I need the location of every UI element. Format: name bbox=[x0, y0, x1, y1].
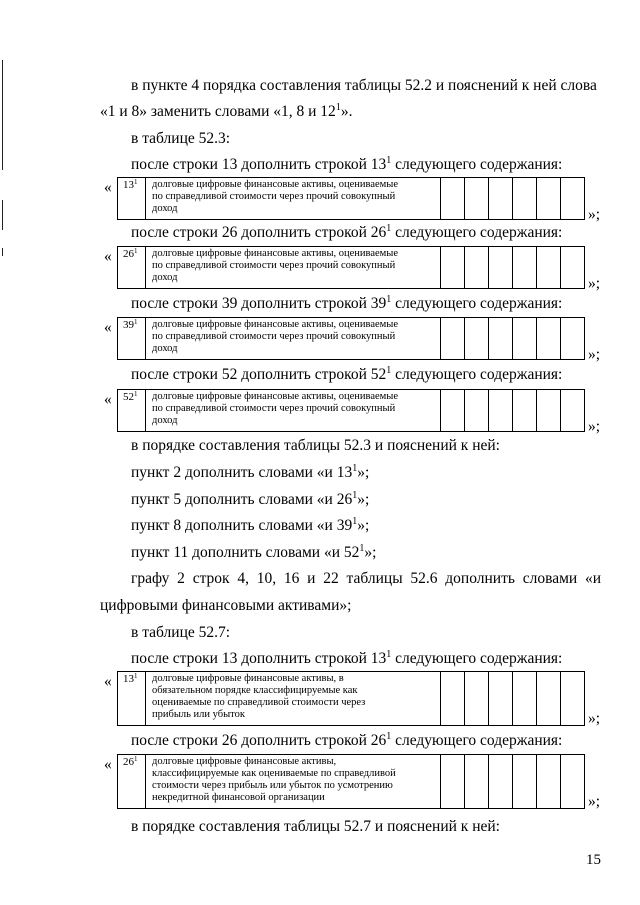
superscript: 1 bbox=[335, 102, 341, 113]
superscript: 1 bbox=[386, 155, 392, 166]
row-description-cell: долговые цифровые финансовые активы, оцениваемые по справедливой стоимости через прочий совокупный доход bbox=[146, 318, 441, 360]
paragraph-line: в пункте 4 порядка составления таблицы 52.2 и пояснений к ней слова bbox=[131, 77, 597, 94]
paragraph-line bbox=[100, 103, 352, 121]
quote-close: »; bbox=[588, 275, 601, 292]
empty-cell bbox=[561, 318, 585, 360]
text: после строки 26 дополнить строкой 26 bbox=[131, 732, 387, 749]
empty-cell bbox=[537, 390, 561, 432]
superscript: 1 bbox=[359, 543, 365, 554]
margin-mark bbox=[2, 60, 3, 170]
page-number: 15 bbox=[586, 852, 601, 868]
text: следующего содержания: bbox=[391, 650, 563, 667]
superscript: 1 bbox=[352, 490, 358, 501]
empty-cell bbox=[513, 672, 537, 726]
text: »; bbox=[357, 491, 370, 508]
paragraph-line bbox=[131, 517, 369, 535]
empty-cell bbox=[561, 390, 585, 432]
paragraph-line bbox=[131, 544, 376, 562]
quote-close: »; bbox=[588, 206, 601, 223]
inserted-row bbox=[0, 671, 640, 727]
superscript: 1 bbox=[352, 516, 358, 527]
paragraph-line: цифровыми финансовыми активами»; bbox=[100, 597, 352, 614]
table-row bbox=[117, 754, 585, 809]
quote-close: »; bbox=[588, 710, 601, 727]
superscript: 1 bbox=[386, 223, 392, 234]
text: после строки 52 дополнить строкой 52 bbox=[131, 366, 387, 383]
empty-cell bbox=[513, 755, 537, 809]
text: пункт 8 дополнить словами «и 39 bbox=[131, 517, 353, 534]
quote-open: « bbox=[104, 248, 112, 265]
text: следующего содержания: bbox=[391, 156, 563, 173]
text: пункт 2 дополнить словами «и 13 bbox=[131, 464, 353, 481]
row-description-cell: долговые цифровые финансовые активы, в обязательном порядке классифицируемые как оцениваемые по справедливой стоимости через прибыль или убыток bbox=[146, 672, 441, 726]
empty-cell bbox=[489, 247, 513, 289]
text: пункт 5 дополнить словами «и 26 bbox=[131, 491, 353, 508]
empty-cell bbox=[465, 755, 489, 809]
paragraph-line bbox=[131, 732, 562, 750]
empty-cell bbox=[489, 178, 513, 220]
superscript: 1 bbox=[386, 649, 392, 660]
quote-open: « bbox=[104, 179, 112, 196]
text: следующего содержания: bbox=[391, 366, 563, 383]
row-number-cell: $52^1$ bbox=[118, 390, 146, 432]
empty-cell bbox=[441, 178, 465, 220]
empty-cell bbox=[441, 318, 465, 360]
table-row bbox=[117, 246, 585, 289]
paragraph-line bbox=[131, 366, 562, 384]
table-row bbox=[117, 671, 585, 726]
superscript: 1 bbox=[352, 463, 358, 474]
empty-cell bbox=[537, 755, 561, 809]
empty-cell bbox=[441, 247, 465, 289]
inserted-row bbox=[0, 246, 640, 290]
empty-cell bbox=[537, 178, 561, 220]
row-number-cell: $13^1$ bbox=[118, 672, 146, 726]
superscript: 1 bbox=[386, 731, 392, 742]
row-description-cell: долговые цифровые финансовые активы, оцениваемые по справедливой стоимости через прочий совокупный доход bbox=[146, 178, 441, 220]
empty-cell bbox=[513, 390, 537, 432]
quote-open: « bbox=[104, 391, 112, 408]
text: после строки 39 дополнить строкой 39 bbox=[131, 295, 387, 312]
text: »; bbox=[357, 517, 370, 534]
paragraph-line: графу 2 строк 4, 10, 16 и 22 таблицы 52.6 дополнить словами «и bbox=[131, 570, 601, 587]
empty-cell bbox=[561, 755, 585, 809]
empty-cell bbox=[537, 247, 561, 289]
paragraph-line: в таблице 52.3: bbox=[131, 130, 231, 147]
paragraph-line bbox=[131, 224, 562, 242]
text: следующего содержания: bbox=[391, 732, 563, 749]
paragraph-line bbox=[131, 650, 562, 668]
paragraph-line: в порядке составления таблицы 52.3 и пояснений к ней: bbox=[131, 437, 500, 454]
empty-cell bbox=[489, 755, 513, 809]
inserted-row bbox=[0, 317, 640, 361]
quote-close: »; bbox=[588, 418, 601, 435]
paragraph-line bbox=[131, 156, 562, 174]
row-number-cell: $26^1$ bbox=[118, 755, 146, 809]
paragraph-line: в таблице 52.7: bbox=[131, 624, 231, 641]
text: «1 и 8» заменить словами «1, 8 и 12 bbox=[100, 103, 336, 120]
text: после строки 13 дополнить строкой 13 bbox=[131, 156, 387, 173]
text: ». bbox=[340, 103, 353, 120]
row-description-cell: долговые цифровые финансовые активы, классифицируемые как оцениваемые по справедливой стоимости через прибыль или убыток по усмотрению некредитной финансовой организации bbox=[146, 755, 441, 809]
superscript: 1 bbox=[386, 294, 392, 305]
empty-cell bbox=[465, 247, 489, 289]
row-number-cell: $39^1$ bbox=[118, 318, 146, 360]
text: после строки 26 дополнить строкой 26 bbox=[131, 224, 387, 241]
empty-cell bbox=[513, 178, 537, 220]
text: »; bbox=[357, 464, 370, 481]
table-row bbox=[117, 177, 585, 220]
paragraph-line bbox=[131, 464, 369, 482]
quote-close: »; bbox=[588, 793, 601, 810]
empty-cell bbox=[489, 672, 513, 726]
text: следующего содержания: bbox=[391, 224, 563, 241]
empty-cell bbox=[441, 672, 465, 726]
row-description-cell: долговые цифровые финансовые активы, оцениваемые по справедливой стоимости через прочий совокупный доход bbox=[146, 390, 441, 432]
empty-cell bbox=[537, 318, 561, 360]
superscript: 1 bbox=[386, 365, 392, 376]
empty-cell bbox=[489, 318, 513, 360]
empty-cell bbox=[441, 755, 465, 809]
text: после строки 13 дополнить строкой 13 bbox=[131, 650, 387, 667]
text: следующего содержания: bbox=[391, 295, 563, 312]
empty-cell bbox=[561, 672, 585, 726]
empty-cell bbox=[465, 390, 489, 432]
text: »; bbox=[364, 544, 377, 561]
empty-cell bbox=[489, 390, 513, 432]
paragraph-line: в порядке составления таблицы 52.7 и пояснений к ней: bbox=[131, 818, 500, 835]
empty-cell bbox=[513, 247, 537, 289]
inserted-row bbox=[0, 754, 640, 810]
empty-cell bbox=[561, 178, 585, 220]
empty-cell bbox=[465, 672, 489, 726]
empty-cell bbox=[561, 247, 585, 289]
table-row bbox=[117, 389, 585, 432]
text: пункт 11 дополнить словами «и 52 bbox=[131, 544, 360, 561]
inserted-row bbox=[0, 389, 640, 433]
row-number-cell: $13^1$ bbox=[118, 178, 146, 220]
paragraph-line bbox=[131, 491, 369, 509]
row-number-cell: $26^1$ bbox=[118, 247, 146, 289]
empty-cell bbox=[465, 318, 489, 360]
paragraph-line bbox=[131, 295, 562, 313]
quote-open: « bbox=[104, 673, 112, 690]
quote-open: « bbox=[104, 756, 112, 773]
empty-cell bbox=[441, 390, 465, 432]
empty-cell bbox=[537, 672, 561, 726]
empty-cell bbox=[465, 178, 489, 220]
quote-close: »; bbox=[588, 346, 601, 363]
table-row bbox=[117, 317, 585, 360]
inserted-row bbox=[0, 177, 640, 221]
empty-cell bbox=[513, 318, 537, 360]
row-description-cell: долговые цифровые финансовые активы, оцениваемые по справедливой стоимости через прочий совокупный доход bbox=[146, 247, 441, 289]
quote-open: « bbox=[104, 319, 112, 336]
